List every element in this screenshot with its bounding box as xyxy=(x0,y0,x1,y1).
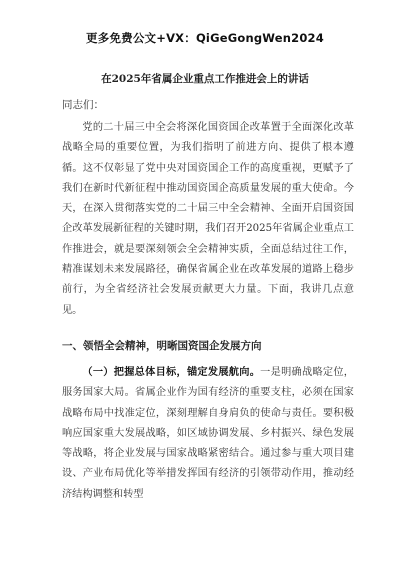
body-paragraph-2-text: 一是明确战略定位，服务国家大局。省属企业作为国有经济的重要支柱，必须在国家战略布局中找准定位，深刻理解自身肩负的使命与责任。要积极响应国家重大发展战略，如区域协调发展、乡村振兴、绿色发展等战略，将企业发展与国家战略紧密结合。通过参与重大项目建设、产业布局优化等举措发挥国有经济的引领带动作用，推动经济结构调整和转型 xyxy=(62,367,354,500)
body-paragraph-1: 党的二十届三中全会将深化国资国企改革置于全面深化改革战略全局的重要位置，为我们指明了前进方向、提供了根本遵循。这不仅彰显了党中央对国资国企工作的高度重视，更赋予了我们在新时代新征程中推动国资国企高质量发展的重大使命。今天，在深入贯彻落实党的二十届三中全会精神、全面开启国资国企改革发展新征程的关键时期，我们召开2025年省属企业重点工作推进会，就是要深刻领会全会精神实质，全面总结过往工作，精准谋划未来发展路径，确保省属企业在改革发展的道路上稳步前行，为全省经济社会发展贡献更大力量。下面，我讲几点意见。 xyxy=(62,122,354,316)
body-paragraph-2 xyxy=(62,362,354,505)
subsection-lead: （一）把握总体目标，锚定发展航向。 xyxy=(82,366,261,378)
section-heading-1: 一、领悟全会精神，明晰国资国企发展方向 xyxy=(62,340,262,352)
document-title: 在2025年省属企业重点工作推进会上的讲话 xyxy=(101,73,309,85)
promo-header: 更多免费公文+VX：QiGeGongWen2024 xyxy=(86,31,324,45)
salutation: 同志们： xyxy=(62,99,104,111)
